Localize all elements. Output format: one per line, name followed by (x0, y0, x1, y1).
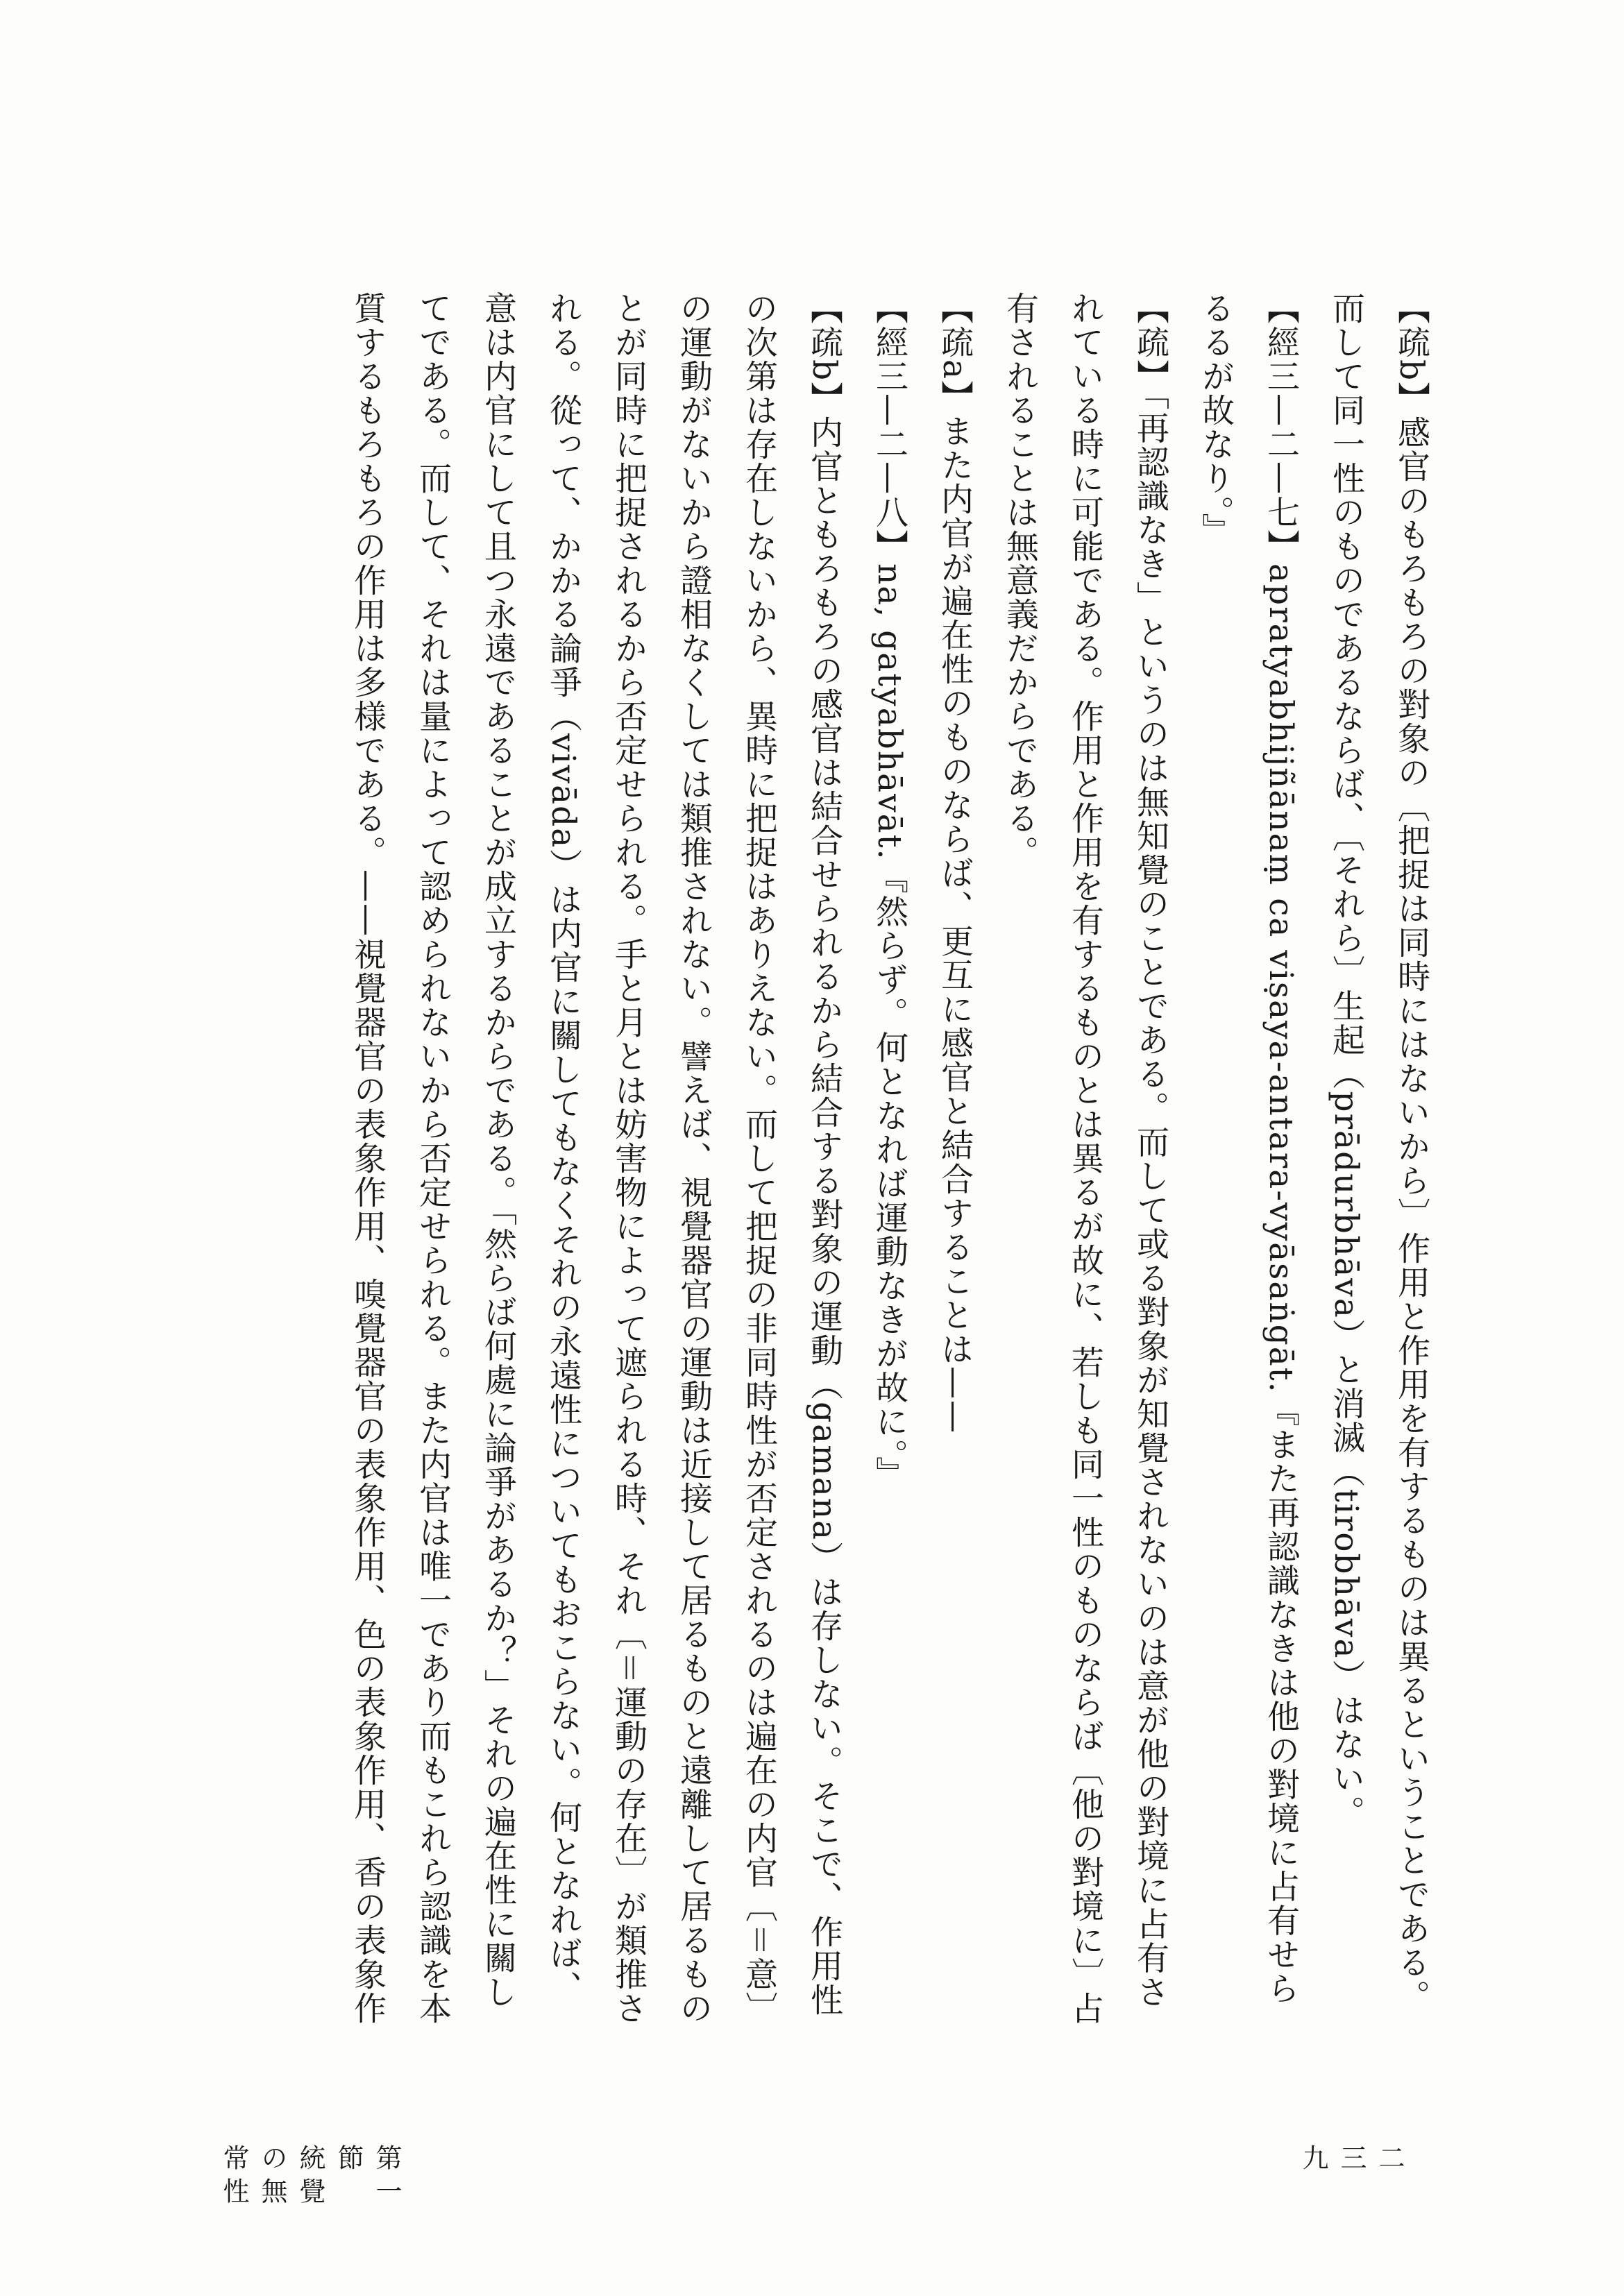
paragraph-commentary: 【疏】「再認識なき」というのは無知覺のことである。而して或る對象が知覺されないのは意が他の對境に占有されている時に可能である。作用と作用を有するものとは異るが故に、若しも同一性のものならば〔他の對境に〕占有されることは無意義だからである。 (1001, 291, 1169, 2025)
paragraph-commentary-b-2: 【疏b】内官ともろもろの感官は結合せられるから結合する對象の運動（gamana）は存しない。そこで、作用性の次第は存在しないから、異時に把捉はありえない。而して把捉の非同時性が否定されるのは遍在の内官〔＝意〕の運動がないから證相なくしては類推されない。譬えば、視覺器官の運動は近接して居るものと遠離して居るものとが同時に把捉されるから否定せられる。手と月とは妨害物によって遮られる時、それ〔＝運動の存在〕が類推される。從って、かかる論爭（vivāda）は内官に關してもなくそれの永遠性についてもおこらない。何となれば、意は内官にして且つ永遠であることが成立するからである。「然らば何處に論爭があるか？」それの遍在性に關してである。而して、それは量によって認められないから否定せられる。また内官は唯一であり而もこれら認識を本質するもろもろの作用は多様である。——視覺器官の表象作用、嗅覺器官の表象作用、色の表象作用、香の表象作 (348, 291, 843, 2025)
section-title: 第一節 統覺の無常性 (219, 2144, 402, 2211)
paragraph-commentary-a: 【疏a】また内官が遍在性のものならば、更互に感官と結合することは—— (936, 291, 974, 1435)
paragraph-sutra-3-2-7: 【經三—二—七】apratyabhijñānaṃ ca viṣaya-antara-vyāsaṅgāt.『また再認識なきは他の對境に占有せらるるが故なり。』 (1196, 291, 1300, 2006)
body-text (139, 291, 1444, 2026)
paragraph-sutra-3-2-8: 【經三—二—八】na, gatyabhāvāt.『然らず。何となれば運動なきが故に。』 (870, 291, 908, 1491)
running-head (215, 2144, 1409, 2211)
page-number: 二三九 (1298, 2144, 1405, 2180)
paragraph-commentary-b: 【疏b】感官のもろもろの對象の〔把捉は同時にはないから〕作用と作用を有するものは異るということである。而して同一性のものであるならば、〔それら〕生起（prādurbhāva）と消滅（tirobhāva）はない。 (1327, 291, 1430, 2014)
